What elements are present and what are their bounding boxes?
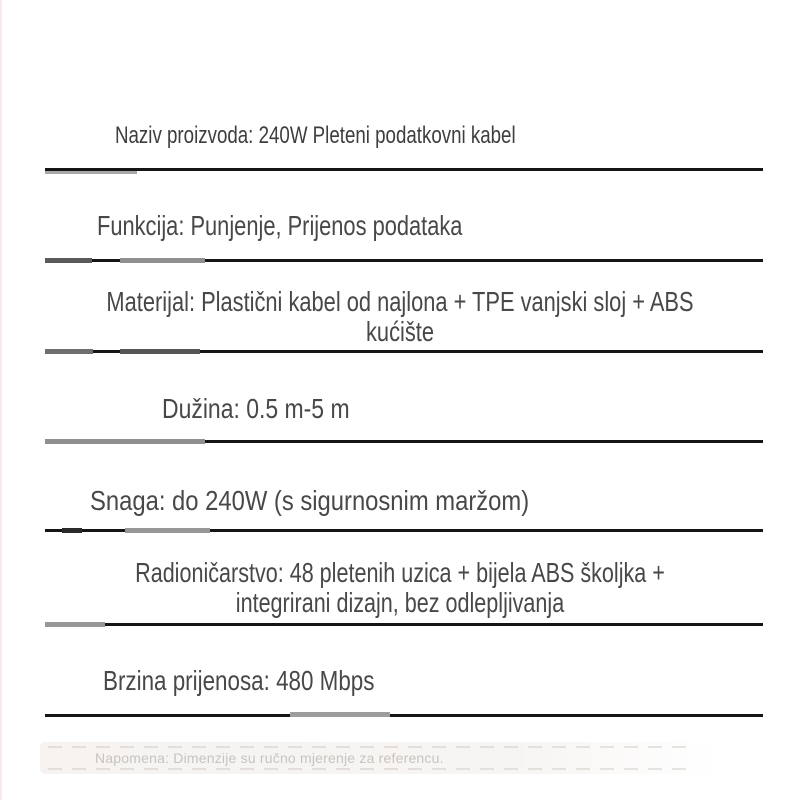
divider-rule-5 bbox=[45, 529, 763, 532]
divider-smudge bbox=[120, 349, 200, 354]
divider-smudge bbox=[45, 258, 92, 263]
spec-row-power bbox=[90, 484, 529, 518]
spec-row-function-text: Funkcija: Punjenje, Prijenos podataka bbox=[97, 210, 463, 241]
spec-row-workmanship-line-2: integrirani dizajn, bez odlepljivanja bbox=[235, 587, 565, 618]
spec-row-product-name-text: Naziv proizvoda: 240W Pleteni podatkovni kabel bbox=[115, 122, 516, 149]
spec-row-power-text: Snaga: do 240W (s sigurnosnim maržom) bbox=[90, 485, 530, 516]
divider-smudge bbox=[45, 439, 205, 444]
left-edge-scan-line bbox=[0, 0, 2, 800]
spec-row-length bbox=[162, 392, 350, 426]
divider-rule-3 bbox=[45, 350, 763, 353]
spec-row-material-line-1: Materijal: Plastični kabel od najlona + TPE vanjski sloj + ABS bbox=[106, 286, 694, 317]
note-band bbox=[40, 742, 720, 774]
divider-rule-6 bbox=[45, 623, 763, 626]
spec-row-material bbox=[88, 287, 712, 347]
divider-smudge bbox=[62, 528, 82, 533]
divider-smudge bbox=[120, 258, 205, 263]
divider-smudge bbox=[290, 712, 390, 717]
spec-row-workmanship bbox=[92, 558, 708, 618]
spec-row-transfer-speed bbox=[103, 664, 374, 698]
divider-smudge bbox=[125, 528, 210, 533]
note-band-speckle-bottom bbox=[48, 768, 690, 770]
divider-smudge bbox=[45, 622, 105, 627]
spec-row-workmanship-line-1: Radioničarstvo: 48 pletenih uzica + bijela ABS školjka + bbox=[135, 557, 665, 588]
divider-smudge bbox=[45, 349, 93, 354]
divider-rule-4 bbox=[45, 440, 763, 443]
divider-smudge bbox=[45, 171, 137, 174]
spec-row-length-text: Dužina: 0.5 m-5 m bbox=[162, 393, 350, 424]
divider-rule-2 bbox=[45, 259, 763, 262]
note-text: Napomena: Dimenzije su ručno mjerenje za referencu. bbox=[95, 750, 444, 766]
divider-rule-7 bbox=[45, 714, 763, 717]
divider-rule-1 bbox=[45, 168, 763, 171]
spec-row-product-name bbox=[115, 121, 516, 151]
spec-row-material-line-2: kućište bbox=[366, 316, 434, 347]
note-band-speckle-top bbox=[48, 746, 690, 748]
spec-row-function bbox=[97, 209, 462, 243]
spec-row-transfer-speed-text: Brzina prijenosa: 480 Mbps bbox=[103, 665, 375, 696]
